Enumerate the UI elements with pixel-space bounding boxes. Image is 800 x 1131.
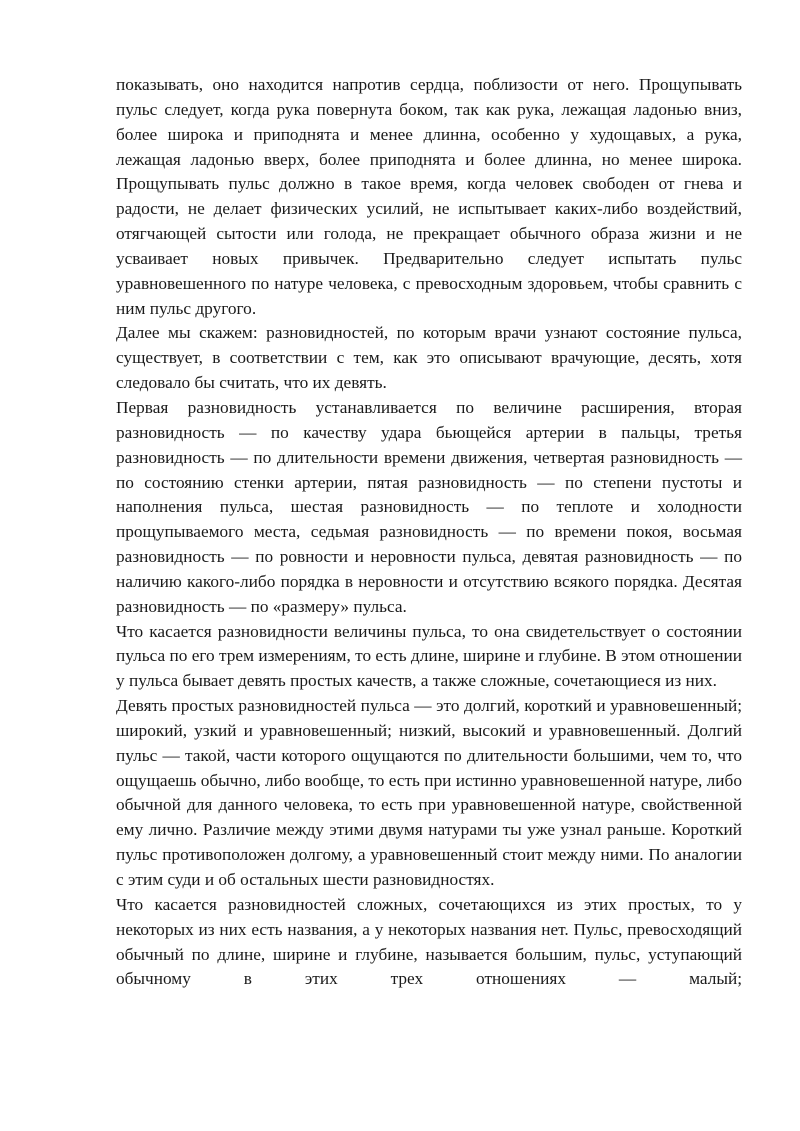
paragraph: Далее мы скажем: разновидностей, по которым врачи узнают состояние пульса, существует, в соответствии с тем, как это описывают врачующие, десять, хотя следовало бы считать, что их девять. bbox=[116, 323, 742, 393]
paragraph: показывать, оно находится напротив сердца, поблизости от него. Прощупывать пульс следует, когда рука повернута боком, так как рука, лежащая ладонью вниз, более широка и приподнята и менее длинна, особенно у худощавых, а рука, лежащая ладонью вверх, более приподнята и более длинна, но менее широка. Прощупывать пульс должно в такое время, когда человек свободен от гнева и радости, не делает физических усилий, не испытывает каких-либо воздействий, отягчающей сытости или голода, не прекращает обычного образа жизни и не усваивает новых привычек. Предварительно следует испытать пульс уравновешенного по натуре человека, с превосходным здоровьем, чтобы сравнить с ним пульс другого. bbox=[116, 75, 742, 318]
paragraph: Что касается разновидности величины пульса, то она свидетельствует о состоянии пульса по его трем измерениям, то есть длине, ширине и глубине. В этом отношении у пульса бывает девять простых качеств, а также сложные, сочетающиеся из них. bbox=[116, 621, 742, 691]
paragraph: Первая разновидность устанавливается по величине расширения, вторая разновидность — по качеству удара бьющейся артерии в пальцы, третья разновидность — по длительности времени движения, четвертая разновидность — по состоянию стенки артерии, пятая разновидность — по степени пустоты и наполнения пульса, шестая разновидность — по теплоте и холодности прощупываемого места, седьмая разновидность — по времени покоя, восьмая разновидность — по ровности и неровности пульса, девятая разновидность — по наличию какого-либо порядка в неровности и отсутствию всякого порядка. Десятая разновидность — по «размеру» пульса. bbox=[116, 397, 742, 616]
paragraph: Девять простых разновидностей пульса — это долгий, короткий и уравновешенный; широкий, узкий и уравновешенный; низкий, высокий и уравновешенный. Долгий пульс — такой, части которого ощущаются по длительности большими, чем то, что ощущаешь обычно, либо вообще, то есть при истинно уравновешенной натуре, либо обычной для данного человека, то есть при уравновешенной натуре, свойственной ему лично. Различие между этими двумя натурами ты уже узнал раньше. Короткий пульс противоположен долгому, а уравновешенный стоит между ними. По аналогии с этим суди и об остальных шести разновидностях. bbox=[116, 696, 742, 889]
document-page bbox=[116, 73, 742, 992]
paragraph: Что касается разновидностей сложных, сочетающихся из этих простых, то у некоторых из них есть названия, а у некоторых названия нет. Пульс, превосходящий обычный по длине, ширине и глубине, называется большим, пульс, уступающий обычному в этих трех отношениях — малый; bbox=[116, 894, 742, 989]
